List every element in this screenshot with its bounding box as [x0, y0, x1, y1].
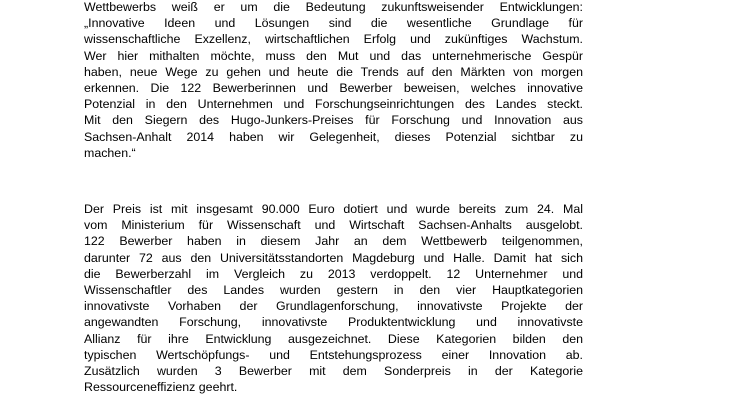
text-line: typischen Wertschöpfungs- und Entstehungsprozess einer Innovation ab. [84, 347, 583, 362]
text-line: Der Preis ist mit insgesamt 90.000 Euro dotiert und wurde bereits zum 24. Mal [84, 202, 583, 216]
text-line: vom Ministerium für Wissenschaft und Wirtschaft Sachsen-Anhalts ausgelobt. [84, 218, 583, 233]
text-line: Zusätzlich wurden 3 Bewerber mit dem Sonderpreis in der Kategorie [84, 363, 583, 378]
text-line: Wettbewerbs weiß er um die Bedeutung zukunftsweisender Entwicklungen: [84, 0, 583, 14]
text-line: angewandten Forschung, innovativste Produktentwicklung und innovativste [84, 315, 583, 330]
text-line: Ressourceneffizienz geehrt. [84, 380, 238, 395]
text-line: machen.“ [84, 145, 136, 160]
text-line: die Bewerberzahl im Vergleich zu 2013 verdoppelt. 12 Unternehmer und [84, 266, 583, 281]
text-line: Sachsen-Anhalt 2014 haben wir Gelegenheit, dieses Potenzial sichtbar zu [84, 129, 583, 144]
text-line: haben, neue Wege zu gehen und heute die Trends auf den Märkten von morgen [84, 64, 583, 79]
quote-paragraph [84, 0, 583, 161]
text-line: darunter 72 aus den Universitätsstandorten Magdeburg und Halle. Damit hat sich [84, 250, 583, 265]
text-line: „Innovative Ideen und Lösungen sind die wesentliche Grundlage für [84, 16, 583, 31]
text-line: Potenzial in den Unternehmen und Forschungseinrichtungen des Landes steckt. [84, 97, 583, 112]
text-line: Mit den Siegern des Hugo-Junkers-Preises für Forschung und Innovation aus [84, 113, 583, 128]
text-line: wissenschaftliche Exzellenz, wirtschaftlichen Erfolg und zukünftiges Wachstum. [84, 32, 583, 47]
text-line: innovativste Vorhaben der Grundlagenforschung, innovativste Projekte der [84, 299, 583, 314]
text-line: Wissenschaftler des Landes wurden gestern in den vier Hauptkategorien [84, 282, 583, 297]
text-line: erkennen. Die 122 Bewerberinnen und Bewerber beweisen, welches innovative [84, 80, 583, 95]
prize-paragraph [84, 201, 583, 395]
text-line: Allianz für ihre Entwicklung ausgezeichnet. Diese Kategorien bilden den [84, 331, 583, 346]
text-line: Wer hier mithalten möchte, muss den Mut und das unternehmerische Gespür [84, 48, 583, 63]
text-line: 122 Bewerber haben in diesem Jahr an dem Wettbewerb teilgenommen, [84, 234, 583, 249]
